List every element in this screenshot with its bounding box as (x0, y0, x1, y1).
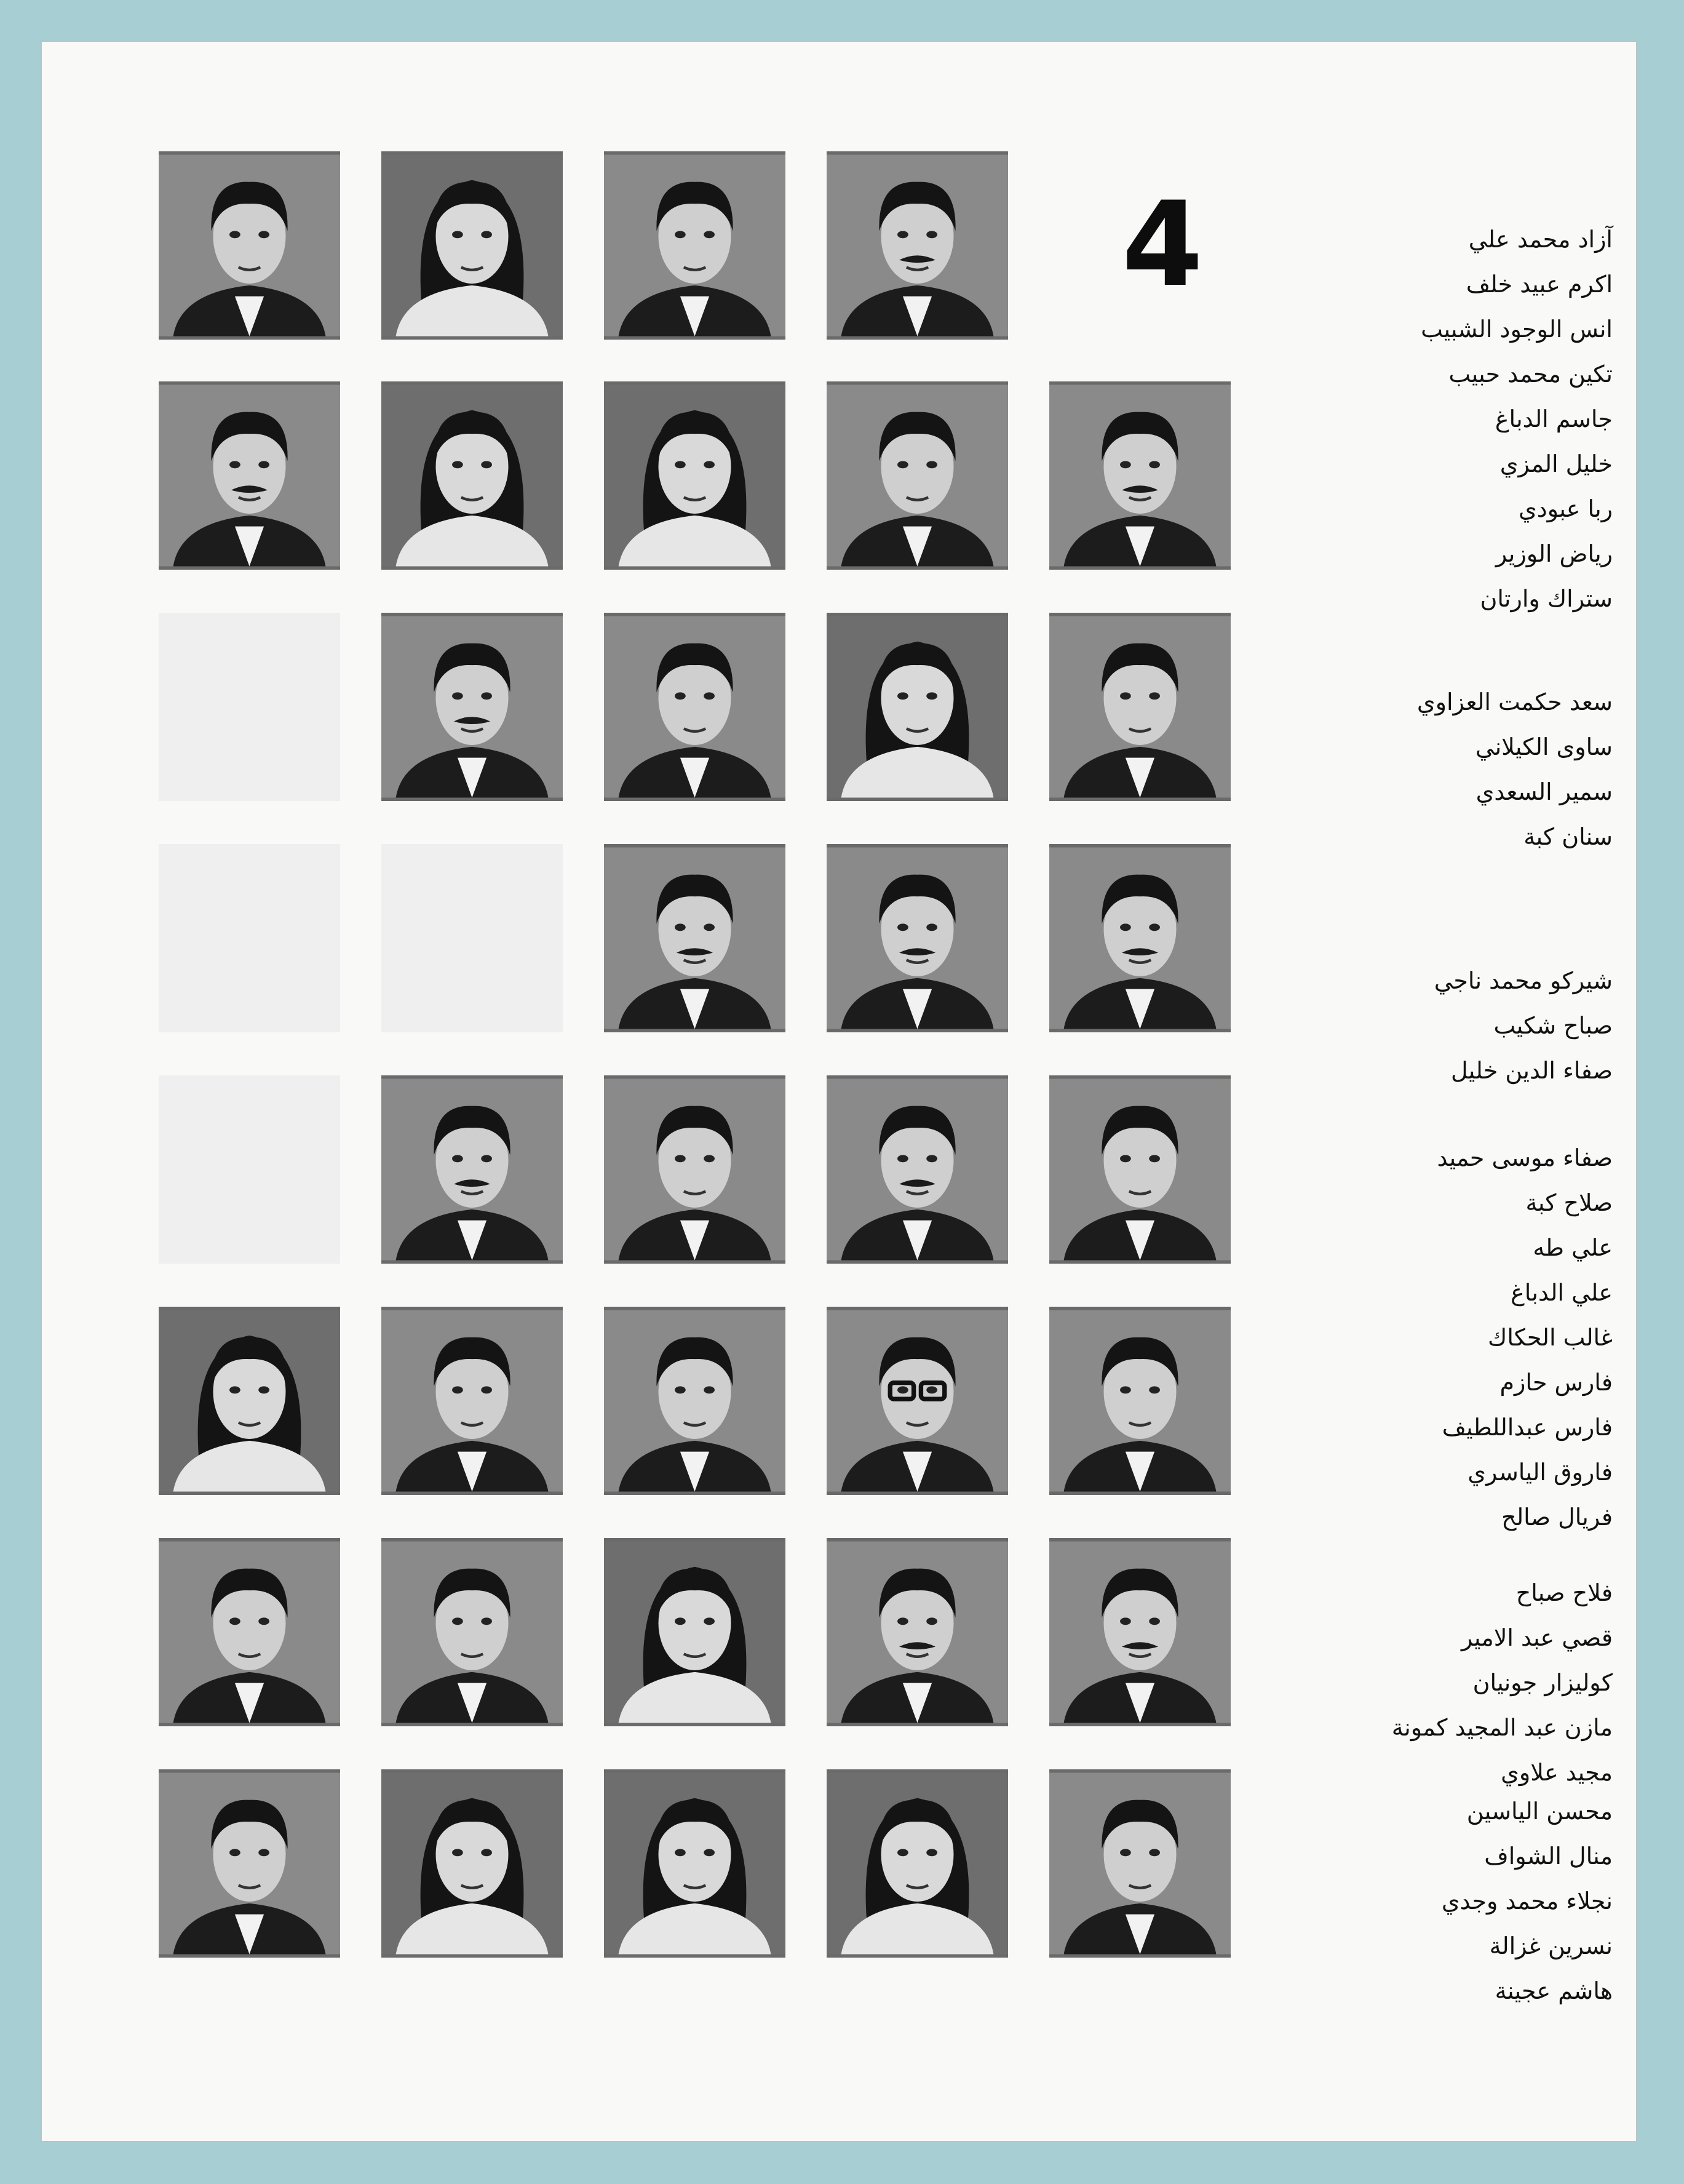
student-name: علي طه (1533, 1234, 1613, 1261)
name-group (1404, 217, 1613, 621)
student-name: اكرم عبيد خلف (1466, 271, 1613, 298)
page-number: 4 (1121, 177, 1204, 313)
student-name: محسن الياسين (1466, 1798, 1613, 1825)
student-name: شيركو محمد ناجي (1434, 967, 1613, 994)
photo-placeholder (381, 844, 563, 1032)
student-photo (604, 151, 785, 340)
student-name: تكين محمد حبيب (1448, 361, 1613, 388)
student-name: ساوى الكيلاني (1475, 733, 1613, 760)
student-photo (1049, 613, 1231, 801)
student-name: سعد حكمت العزاوي (1416, 688, 1613, 715)
name-group (1404, 958, 1613, 1093)
photo-placeholder (159, 1075, 340, 1264)
student-name: هاشم عجينة (1495, 1977, 1613, 2004)
student-name: سمير السعدي (1475, 778, 1613, 805)
student-name: فلاح صباح (1515, 1579, 1613, 1606)
student-name: علي الدباغ (1511, 1279, 1613, 1306)
student-photo (1049, 844, 1231, 1032)
student-photo (604, 1075, 785, 1264)
student-photo (827, 613, 1008, 801)
student-name: مجيد علاوي (1501, 1759, 1613, 1786)
student-name: صلاح كبة (1525, 1189, 1613, 1216)
name-group (1404, 680, 1613, 859)
student-photo (604, 1769, 785, 1958)
student-photo (159, 1538, 340, 1726)
student-name: فارس حازم (1499, 1369, 1613, 1396)
student-photo (604, 613, 785, 801)
student-photo (827, 1769, 1008, 1958)
student-photo (159, 381, 340, 570)
student-photo (381, 1769, 563, 1958)
name-group (1391, 1571, 1613, 1795)
student-name: غالب الحكاك (1488, 1324, 1613, 1351)
student-name: صفاء الدين خليل (1451, 1057, 1613, 1084)
student-name: منال الشواف (1484, 1843, 1613, 1870)
student-name: نسرين غزالة (1489, 1932, 1613, 1959)
student-photo (1049, 1538, 1231, 1726)
student-photo (381, 381, 563, 570)
student-photo (159, 1769, 340, 1958)
name-group (1404, 1789, 1613, 2014)
student-photo (604, 844, 785, 1032)
photo-placeholder (159, 844, 340, 1032)
student-name: جاسم الدباغ (1495, 405, 1613, 432)
student-photo (381, 1075, 563, 1264)
student-name: مازن عبد المجيد كمونة (1391, 1714, 1613, 1741)
student-name: صباح شكيب (1493, 1012, 1613, 1039)
student-photo (381, 151, 563, 340)
student-photo (381, 1538, 563, 1726)
student-photo (827, 381, 1008, 570)
student-photo (159, 1307, 340, 1495)
yearbook-page (42, 42, 1636, 2141)
student-photo (827, 151, 1008, 340)
student-photo (827, 1075, 1008, 1264)
student-name: قصي عبد الامير (1461, 1624, 1613, 1651)
student-photo (604, 1538, 785, 1726)
student-name: انس الوجود الشبيب (1421, 316, 1613, 343)
student-photo (1049, 381, 1231, 570)
student-photo (1049, 1307, 1231, 1495)
student-photo (827, 1307, 1008, 1495)
name-group (1404, 1136, 1613, 1540)
student-name: سنان كبة (1523, 823, 1613, 850)
student-name: خليل المزي (1499, 450, 1613, 477)
student-photo (604, 381, 785, 570)
student-name: فارس عبداللطيف (1442, 1414, 1613, 1441)
student-photo (381, 1307, 563, 1495)
student-photo (159, 151, 340, 340)
student-photo (827, 1538, 1008, 1726)
student-photo (827, 844, 1008, 1032)
student-name: رياض الوزير (1495, 540, 1613, 567)
photo-placeholder (159, 613, 340, 801)
student-name: آزاد محمد علي (1468, 226, 1613, 253)
student-name: ربا عبودي (1518, 495, 1613, 522)
student-photo (604, 1307, 785, 1495)
student-name: ستراك وارتان (1480, 585, 1613, 612)
student-name: فاروق الياسري (1468, 1459, 1613, 1486)
student-name: كوليزار جونيان (1472, 1669, 1613, 1696)
student-photo (1049, 1075, 1231, 1264)
student-photo (381, 613, 563, 801)
student-name: فريال صالح (1501, 1504, 1613, 1531)
student-name: صفاء موسى حميد (1437, 1144, 1613, 1171)
student-name: نجلاء محمد وجدي (1441, 1887, 1613, 1915)
student-photo (1049, 1769, 1231, 1958)
